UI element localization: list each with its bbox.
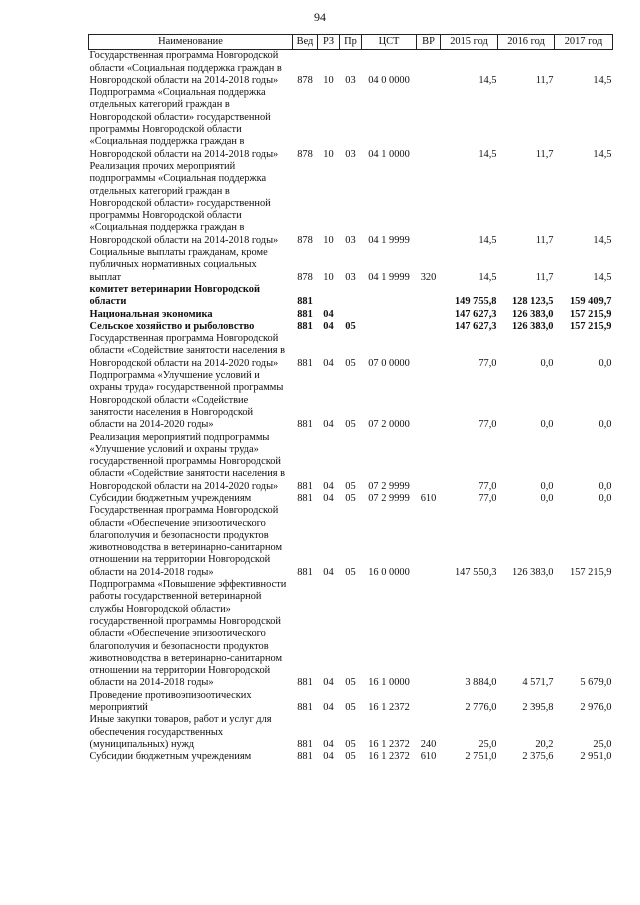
cell-ved: 881 <box>297 677 313 689</box>
cell-2015: 77,0 <box>478 492 497 504</box>
col-header-2017: 2017 год <box>555 35 613 50</box>
cell-2016: 2 395,8 <box>522 702 554 714</box>
col-header-name: Наименование <box>89 35 293 50</box>
cell-2017: 14,5 <box>593 234 612 246</box>
cell-name: Подпрограмма «Социальная поддержка отдельных категорий граждан в Новгородской области» государственной программы Новгородской области «Социальная поддержка граждан в Новгородской области на 2014-2018 годы» <box>89 87 279 160</box>
col-header-2015: 2015 год <box>441 35 498 50</box>
cell-vr <box>417 50 441 87</box>
cell-ved: 881 <box>297 320 313 332</box>
page-number: 94 <box>314 10 326 24</box>
table-body <box>89 50 613 764</box>
cell-ved: 881 <box>297 296 313 308</box>
cell-ved: 881 <box>297 480 313 492</box>
cell-2017: 2 951,0 <box>580 751 612 763</box>
cell-cst: 16 1 2372 <box>368 702 410 714</box>
cell-2016: 11,7 <box>535 148 554 160</box>
cell-pr <box>340 284 362 309</box>
cell-pr: 05 <box>345 738 356 750</box>
cell-vr <box>417 284 441 309</box>
budget-table <box>88 34 613 764</box>
cell-vr <box>417 333 441 370</box>
table-row <box>89 690 613 715</box>
cell-name: Государственная программа Новгородской области «Социальная поддержка граждан в Новгородской области на 2014-2018 годы» <box>89 50 282 86</box>
cell-ved: 881 <box>297 566 313 578</box>
cell-vr <box>417 321 441 333</box>
cell-2015: 14,5 <box>478 74 497 86</box>
cell-ved: 878 <box>297 74 313 86</box>
cell-cst: 16 0 0000 <box>368 566 410 578</box>
cell-pr: 05 <box>345 480 356 492</box>
col-header-ved: Вед <box>293 35 318 50</box>
cell-name: комитет ветеринарии Новгородской области <box>89 283 260 308</box>
cell-2015: 149 755,8 <box>454 296 497 308</box>
cell-2016: 0,0 <box>540 419 554 431</box>
cell-name: Субсидии бюджетным учреждениям <box>89 492 252 504</box>
cell-vr <box>417 690 441 715</box>
cell-2016: 20,2 <box>535 738 554 750</box>
cell-ved: 881 <box>297 751 313 763</box>
cell-2016: 11,7 <box>535 234 554 246</box>
cell-rz: 04 <box>323 738 334 750</box>
cell-pr: 05 <box>345 566 356 578</box>
cell-name: Подпрограмма «Повышение эффективности работы государственной ветеринарной службы Новгородской области» государственной программы Новгородской области «Обеспечение эпизоотического благополучия и безопасности продуктов животноводства в ветеринарно-санитарном отношении на территории Новгородской области на 2014-2018 годы» <box>89 579 287 689</box>
cell-rz: 10 <box>323 271 334 283</box>
cell-2016: 11,7 <box>535 271 554 283</box>
cell-2016: 11,7 <box>535 74 554 86</box>
cell-2016: 0,0 <box>540 357 554 369</box>
cell-rz: 04 <box>323 702 334 714</box>
cell-rz: 04 <box>323 566 334 578</box>
cell-name: Государственная программа Новгородской области «Содействие занятости населения в Новгородской области на 2014-2020 годы» <box>89 333 286 369</box>
table-header-row <box>89 35 613 50</box>
cell-2015: 77,0 <box>478 357 497 369</box>
cell-2017: 0,0 <box>598 357 612 369</box>
cell-rz: 04 <box>323 677 334 689</box>
cell-pr: 05 <box>345 357 356 369</box>
cell-rz: 10 <box>323 148 334 160</box>
cell-2015: 147 550,3 <box>454 566 497 578</box>
cell-2017: 5 679,0 <box>580 677 612 689</box>
cell-vr: 240 <box>420 738 437 750</box>
cell-name: Сельское хозяйство и рыболовство <box>89 320 255 332</box>
cell-2015: 14,5 <box>478 148 497 160</box>
cell-ved: 878 <box>297 271 313 283</box>
cell-pr: 03 <box>345 271 356 283</box>
cell-pr: 03 <box>345 148 356 160</box>
col-header-cst: ЦСТ <box>362 35 417 50</box>
cell-2017: 0,0 <box>598 492 612 504</box>
cell-2017: 0,0 <box>598 419 612 431</box>
cell-2015: 2 776,0 <box>465 702 497 714</box>
cell-cst: 07 2 0000 <box>368 419 410 431</box>
cell-2015: 77,0 <box>478 480 497 492</box>
cell-vr: 320 <box>420 271 437 283</box>
cell-rz: 04 <box>323 751 334 763</box>
cell-pr: 05 <box>345 320 356 332</box>
cell-2015: 2 751,0 <box>465 751 497 763</box>
cell-vr <box>417 432 441 493</box>
cell-name: Государственная программа Новгородской области «Обеспечение эпизоотического благополучия и безопасности продуктов животноводства в ветеринарно-санитарном отношении на территории Новгородской области на 2014-2018 годы» <box>89 505 283 578</box>
cell-cst: 04 1 9999 <box>368 234 410 246</box>
cell-2017: 0,0 <box>598 480 612 492</box>
cell-pr: 05 <box>345 677 356 689</box>
cell-pr: 05 <box>345 419 356 431</box>
table-row <box>89 579 613 690</box>
table-row <box>89 333 613 370</box>
cell-2016: 126 383,0 <box>511 308 554 320</box>
cell-name: Субсидии бюджетным учреждениям <box>89 751 252 763</box>
cell-2016: 126 383,0 <box>511 320 554 332</box>
table-row <box>89 505 613 579</box>
cell-2015: 147 627,3 <box>454 308 497 320</box>
cell-ved: 878 <box>297 234 313 246</box>
cell-2017: 2 976,0 <box>580 702 612 714</box>
table-row <box>89 50 613 87</box>
cell-2016: 2 375,6 <box>522 751 554 763</box>
cell-2015: 77,0 <box>478 419 497 431</box>
cell-2015: 25,0 <box>478 738 497 750</box>
cell-pr: 05 <box>345 492 356 504</box>
table-row <box>89 161 613 247</box>
cell-pr <box>340 309 362 321</box>
cell-rz: 10 <box>323 234 334 246</box>
table-row <box>89 309 613 321</box>
cell-vr: 610 <box>420 751 437 763</box>
cell-2017: 14,5 <box>593 271 612 283</box>
cell-2017: 159 409,7 <box>569 296 612 308</box>
table-row <box>89 751 613 763</box>
cell-cst: 04 0 0000 <box>368 74 410 86</box>
cell-ved: 878 <box>297 148 313 160</box>
cell-rz: 04 <box>323 320 334 332</box>
cell-cst <box>362 309 417 321</box>
cell-cst: 16 1 2372 <box>368 751 410 763</box>
table-row <box>89 432 613 493</box>
cell-cst: 07 0 0000 <box>368 357 410 369</box>
cell-2015: 14,5 <box>478 271 497 283</box>
cell-name: Проведение противоэпизоотических мероприятий <box>89 689 252 714</box>
cell-ved: 881 <box>297 357 313 369</box>
cell-rz: 04 <box>323 308 334 320</box>
cell-2017: 14,5 <box>593 74 612 86</box>
col-header-2016: 2016 год <box>498 35 555 50</box>
cell-name: Подпрограмма «Улучшение условий и охраны труда» государственной программы Новгородской области «Содействие занятости населения в Новгородской области на 2014-2020 годы» <box>89 370 284 431</box>
cell-vr <box>417 161 441 247</box>
cell-2015: 147 627,3 <box>454 320 497 332</box>
cell-2016: 4 571,7 <box>522 677 554 689</box>
table-row <box>89 321 613 333</box>
cell-vr: 610 <box>420 492 437 504</box>
cell-pr: 03 <box>345 234 356 246</box>
cell-cst <box>362 284 417 309</box>
cell-name: Социальные выплаты гражданам, кроме публичных нормативных социальных выплат <box>89 247 268 283</box>
col-header-rz: РЗ <box>318 35 340 50</box>
cell-vr <box>417 87 441 161</box>
cell-rz <box>318 284 340 309</box>
cell-2017: 157 215,9 <box>569 308 612 320</box>
cell-pr: 03 <box>345 74 356 86</box>
cell-ved: 881 <box>297 702 313 714</box>
cell-vr <box>417 579 441 690</box>
cell-vr <box>417 505 441 579</box>
cell-vr <box>417 309 441 321</box>
cell-name: Реализация мероприятий подпрограммы «Улучшение условий и охраны труда» государственной программы Новгородской области «Содействие занятости населения в Новгородской области на 2014-2020 годы» <box>89 431 286 492</box>
cell-rz: 04 <box>323 480 334 492</box>
col-header-vr: ВР <box>417 35 441 50</box>
cell-cst: 16 1 0000 <box>368 677 410 689</box>
table-row <box>89 493 613 505</box>
cell-rz: 04 <box>323 419 334 431</box>
cell-cst: 04 1 9999 <box>368 271 410 283</box>
cell-name: Иные закупки товаров, работ и услуг для обеспечения государственных (муниципальных) нужд <box>89 714 272 750</box>
cell-pr: 05 <box>345 751 356 763</box>
cell-cst <box>362 321 417 333</box>
table-row <box>89 714 613 751</box>
cell-rz: 04 <box>323 492 334 504</box>
cell-2016: 128 123,5 <box>511 296 554 308</box>
cell-name: Реализация прочих мероприятий подпрограммы «Социальная поддержка отдельных категорий граждан в Новгородской области» государственной программы Новгородской области «Социальная поддержка граждан в Новгородской области на 2014-2018 годы» <box>89 160 279 246</box>
cell-rz: 10 <box>323 74 334 86</box>
cell-cst: 04 1 0000 <box>368 148 410 160</box>
cell-ved: 881 <box>297 492 313 504</box>
cell-2016: 0,0 <box>540 492 554 504</box>
cell-ved: 881 <box>297 308 313 320</box>
cell-cst: 16 1 2372 <box>368 738 410 750</box>
cell-2016: 126 383,0 <box>511 566 554 578</box>
table-row <box>89 284 613 309</box>
cell-ved: 881 <box>297 419 313 431</box>
cell-2017: 157 215,9 <box>569 320 612 332</box>
cell-2015: 14,5 <box>478 234 497 246</box>
cell-cst: 07 2 9999 <box>368 492 410 504</box>
cell-name: Национальная экономика <box>89 308 213 320</box>
cell-ved: 881 <box>297 738 313 750</box>
cell-vr <box>417 370 441 431</box>
table-row <box>89 87 613 161</box>
cell-2017: 14,5 <box>593 148 612 160</box>
table-row <box>89 247 613 284</box>
cell-pr: 05 <box>345 702 356 714</box>
col-header-pr: Пр <box>340 35 362 50</box>
cell-rz: 04 <box>323 357 334 369</box>
cell-cst: 07 2 9999 <box>368 480 410 492</box>
cell-2017: 25,0 <box>593 738 612 750</box>
table-row <box>89 370 613 431</box>
cell-2016: 0,0 <box>540 480 554 492</box>
cell-2015: 3 884,0 <box>465 677 497 689</box>
cell-2017: 157 215,9 <box>569 566 612 578</box>
